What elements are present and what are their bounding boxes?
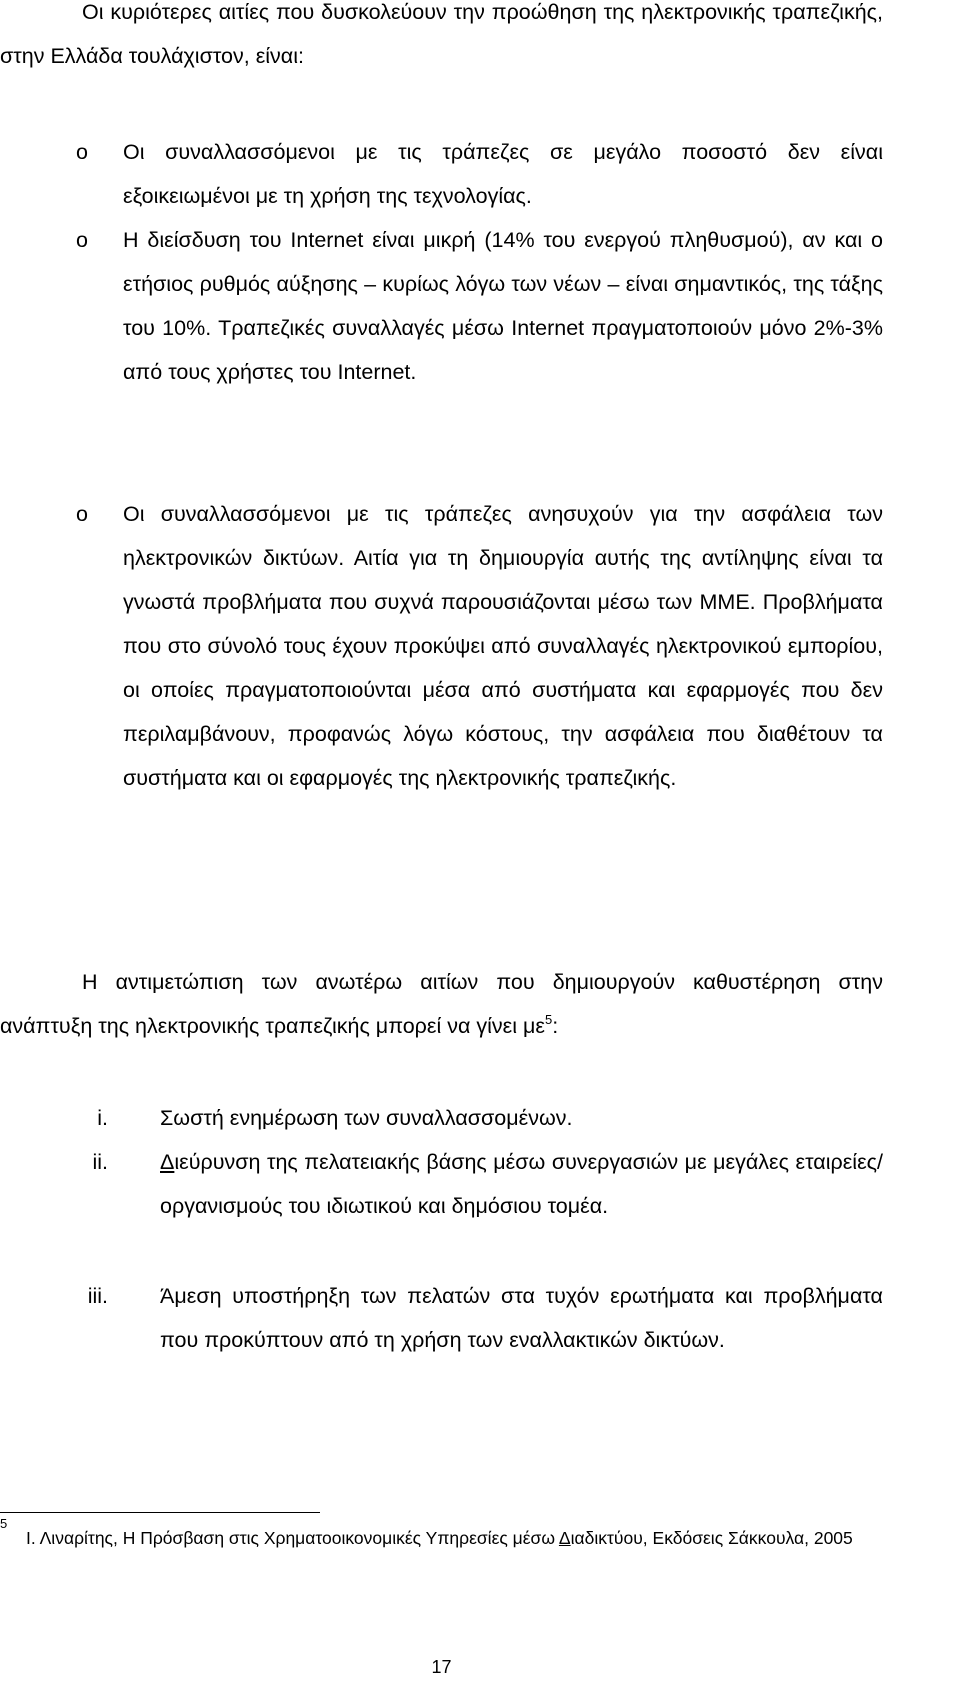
bullet-text: Οι συναλλασσόμενοι με τις τράπεζες σε μεγάλο ποσοστό δεν είναι εξοικειωμένοι με τη χρήση της τεχνολογίας. bbox=[123, 140, 883, 208]
numbered-item-text: Άμεση υποστήρηξη των πελατών στα τυχόν ερωτήματα και προβλήματα που προκύπτουν από τη χρήση των εναλλακτικών δικτύων. bbox=[160, 1284, 883, 1352]
footnote-separator bbox=[0, 1512, 320, 1513]
footnote-reference: 5 bbox=[545, 1012, 553, 1027]
solutions-intro-paragraph bbox=[0, 960, 883, 1048]
footnote-text-before: Ι. Λιναρίτης, Η Πρόσβαση στις Χρηματοοικονομικές Υπηρεσίες μέσω bbox=[26, 1528, 559, 1548]
numbered-item-text-rest: ιεύρυνση της πελατειακής βάσης μέσω συνεργασιών με μεγάλες εταιρείες/ οργανισμούς του ιδιωτικού και δημόσιου τομέα. bbox=[160, 1150, 883, 1218]
numbered-item-text: Σωστή ενημέρωση των συναλλασσομένων. bbox=[160, 1106, 573, 1130]
solutions-intro-colon: : bbox=[552, 1014, 559, 1038]
footnote bbox=[0, 1516, 883, 1552]
list-number: i. bbox=[97, 1106, 108, 1130]
bullet-marker: o bbox=[76, 502, 88, 526]
numbered-item-text bbox=[160, 1140, 883, 1228]
bullet-marker: o bbox=[76, 140, 88, 164]
bullet-text: Η διείσδυση του Internet είναι μικρή (14% του ενεργού πληθυσμού), αν και ο ετήσιος ρυθμός αύξησης – κυρίως λόγω των νέων – είναι σημαντικός, της τάξης του 10%. Τραπεζικές συναλλαγές μέσω Internet πραγματοποιούν μόνο 2%-3% από τους χρήστες του Internet. bbox=[123, 228, 883, 384]
footnote-number: 5 bbox=[0, 1516, 8, 1531]
footnote-text bbox=[0, 1524, 883, 1552]
underlined-letter: Δ bbox=[160, 1150, 175, 1174]
bullet-marker: o bbox=[76, 228, 88, 252]
list-number: ii. bbox=[92, 1150, 108, 1174]
intro-paragraph: Οι κυριότερες αιτίες που δυσκολεύουν την προώθηση της ηλεκτρονικής τραπεζικής, στην Ελλάδα τουλάχιστον, είναι: bbox=[0, 0, 883, 68]
footnote-text-after: ιαδικτύου, Εκδόσεις Σάκκουλα, 2005 bbox=[570, 1528, 853, 1548]
page-number: 17 bbox=[431, 1657, 452, 1677]
bullet-text: Οι συναλλασσόμενοι με τις τράπεζες ανησυχούν για την ασφάλεια των ηλεκτρονικών δικτύων. Αιτία για τη δημιουργία αυτής της αντίληψης είναι τα γνωστά προβλήματα που συχνά παρουσιάζονται μέσω των ΜΜΕ. Προβλήματα που στο σύνολό τους έχουν προκύψει από συναλλαγές ηλεκτρονικού εμπορίου, οι οποίες πραγματοποιούνται μέσα από συστήματα και εφαρμογές που δεν περιλαμβάνουν, προφανώς λόγω κόστους, την ασφάλεια που διαθέτουν τα συστήματα και οι εφαρμογές της ηλεκτρονικής τραπεζικής. bbox=[123, 502, 883, 790]
solutions-intro-text: Η αντιμετώπιση των ανωτέρω αιτίων που δημιουργούν καθυστέρηση στην ανάπτυξη της ηλεκτρονικής τραπεζικής μπορεί να γίνει με bbox=[0, 970, 883, 1038]
list-number: iii. bbox=[87, 1284, 108, 1308]
footnote-underlined-letter: Δ bbox=[558, 1528, 571, 1548]
